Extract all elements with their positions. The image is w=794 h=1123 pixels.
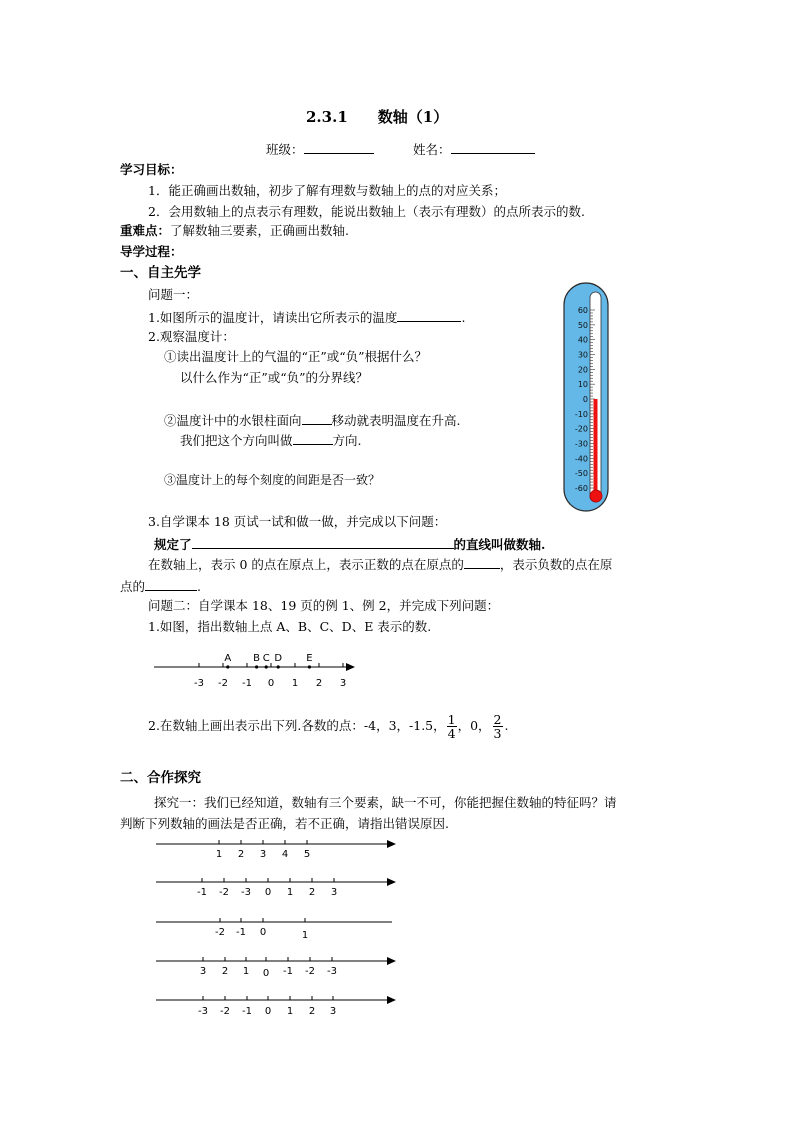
axis-point-d [277, 665, 280, 668]
points-number-line [152, 646, 362, 692]
points-axis-marks [194, 653, 346, 689]
sub-2-text-b: 移动就表明温度在升高. [331, 413, 461, 428]
axis-tick-label: 3 [339, 678, 347, 689]
axis-point-label: C [262, 653, 270, 664]
sub-2-line2-b: 方向. [332, 433, 362, 448]
key-label: 重难点： [120, 223, 171, 238]
problem-2-b: ，0， [457, 718, 491, 734]
temperature-blank[interactable] [397, 310, 461, 322]
positive-side-blank[interactable] [464, 557, 500, 569]
axis2-label: 0 [264, 887, 272, 898]
sub-1-line2: 以什么作为“正”或“负”的分界线？ [180, 370, 369, 385]
thermometer-label: -20 [574, 424, 588, 434]
goal-2: 2．会用数轴上的点表示有理数，能说出数轴上（表示有理数）的点所表示的数. [148, 204, 585, 219]
thermometer-label: -40 [574, 454, 588, 464]
thermometer-label: -60 [574, 484, 588, 493]
origin-a: 在数轴上，表示 0 的点在原点上，表示正数的点在原点的 [148, 557, 464, 572]
key-points [120, 225, 349, 238]
axis5-label: 1 [286, 1006, 294, 1017]
item-2: 2.观察温度计： [148, 329, 235, 344]
axis-point-label: B [253, 653, 261, 664]
sub-2-line1 [164, 413, 461, 428]
definition-a: 规定了 [154, 537, 192, 552]
thermometer-bulb [590, 490, 602, 502]
class-field [266, 142, 374, 157]
axis5-label: 0 [264, 1006, 272, 1017]
goal-1: 1．能正确画出数轴，初步了解有理数与数轴上的点的对应关系； [148, 183, 506, 198]
axis1-label: 1 [215, 849, 223, 860]
origin-d: . [197, 579, 201, 594]
sub-2-line2 [180, 433, 362, 448]
axis1-label: 2 [237, 849, 245, 860]
axis-point-a [226, 665, 229, 668]
check-axis-5 [156, 996, 396, 1017]
axis2-label: 1 [286, 887, 294, 898]
axis-point-e [308, 665, 311, 668]
thermometer-label: -50 [574, 469, 588, 479]
axis-tick-label: -3 [194, 678, 204, 689]
fraction-1-numerator: 1 [447, 712, 456, 727]
axis2-label: 3 [330, 887, 338, 898]
axis3-label: 1 [301, 930, 309, 941]
item-3: 3.自学课本 18 页试一试和做一做，并完成以下问题： [148, 514, 447, 529]
fraction-2-3 [493, 713, 503, 740]
thermometer-label: 60 [577, 306, 588, 315]
problem-2 [148, 713, 508, 740]
axis5-label: -2 [220, 1006, 230, 1017]
negative-side-blank[interactable] [145, 579, 197, 591]
problem-2-c: . [504, 718, 509, 734]
name-blank[interactable] [451, 142, 535, 154]
axis-tick-label: -2 [218, 678, 228, 689]
check-axis-1 [156, 840, 396, 860]
origin-line2 [120, 579, 201, 594]
axis4-label: 2 [221, 966, 229, 977]
axis-tick-label: 2 [315, 678, 323, 689]
direction-name-blank[interactable] [293, 433, 333, 445]
axis2-label: 2 [308, 887, 316, 898]
thermometer-label: -30 [574, 439, 588, 449]
sub-3: ③温度计上的每个刻度的间距是否一致？ [164, 473, 381, 487]
axis-arrow [346, 663, 355, 671]
axis2-label: -2 [219, 887, 229, 898]
q1-title: 问题一： [148, 287, 199, 302]
page-title: 2.3.1 数轴（1） [306, 108, 449, 126]
axis-tick-label: 0 [267, 678, 275, 689]
class-label: 班级： [266, 142, 304, 157]
axis4-label: 3 [199, 966, 207, 977]
thermometer-label: -10 [574, 409, 588, 419]
name-field [413, 142, 535, 157]
direction-blank[interactable] [302, 413, 332, 425]
process-heading: 导学过程： [120, 244, 183, 259]
axis-point-label: D [274, 653, 283, 664]
thermometer-label: 20 [577, 365, 588, 375]
definition [154, 537, 545, 552]
fraction-1-4 [447, 713, 457, 740]
item-1-end: . [461, 310, 466, 325]
axis3-label: -2 [215, 927, 225, 938]
mercury-column [594, 399, 598, 496]
thermometer-label: 30 [577, 350, 588, 360]
axis5-label: -3 [198, 1006, 208, 1017]
axis-point-label: E [306, 653, 313, 664]
axis1-label: 5 [303, 849, 311, 860]
item-1 [148, 310, 465, 325]
axis2-label: -1 [197, 887, 207, 898]
definition-blank[interactable] [192, 537, 454, 549]
check-axis-2 [156, 878, 396, 898]
q2-title: 问题二：自学课本 18、19 页的例 1、例 2，并完成下列问题： [148, 598, 500, 613]
axis-tick-label: 1 [291, 678, 299, 689]
thermometer-label: 50 [577, 320, 588, 330]
definition-b: 的直线叫做数轴. [453, 537, 546, 552]
axis4-label: 0 [262, 968, 270, 979]
goals-heading: 学习目标： [120, 162, 183, 177]
fraction-1-denominator: 4 [447, 726, 456, 742]
check-axis-3 [156, 918, 392, 941]
origin-c: 点的 [120, 579, 146, 594]
check-axis-4 [156, 957, 396, 979]
axis-tick-label: -1 [242, 678, 252, 689]
sub-2-line2-a: 我们把这个方向叫做 [180, 433, 293, 448]
sub-2-text-a: ②温度计中的水银柱面向 [164, 413, 302, 428]
explore-line1: 探究一：我们已经知道，数轴有三个要素，缺一不可，你能把握住数轴的特征吗？请 [154, 795, 617, 810]
axis1-label: 3 [259, 849, 267, 860]
problem-1: 1.如图，指出数轴上点 A、B、C、D、E 表示的数. [148, 619, 432, 634]
axis4-label: -2 [305, 966, 315, 977]
fraction-2-denominator: 3 [493, 726, 502, 742]
axis-point-label: A [224, 653, 232, 664]
item-1-text: 1.如图所示的温度计，请读出它所表示的温度 [148, 310, 398, 325]
fraction-2-numerator: 2 [493, 712, 502, 727]
axis1-label: 4 [281, 849, 289, 860]
class-blank[interactable] [304, 142, 374, 154]
section1-heading: 一、自主先学 [120, 265, 201, 281]
axis-point-c [265, 665, 268, 668]
problem-2-a: 2.在数轴上画出表示出下列.各数的点：-4，3，-1.5， [148, 718, 446, 734]
axis3-label: -1 [236, 927, 246, 938]
axis5-label: 3 [329, 1006, 337, 1017]
axis4-label: 1 [242, 966, 250, 977]
origin-b: ，表示负数的点在原 [499, 557, 613, 572]
key-text: 了解数轴三要素，正确画出数轴. [170, 223, 349, 238]
thermometer-label: 0 [582, 395, 588, 404]
axis5-label: 2 [308, 1006, 316, 1017]
origin-line1 [148, 557, 612, 572]
thermometer-label: 40 [577, 335, 588, 345]
name-label: 姓名： [413, 142, 451, 157]
section2-heading: 二、合作探究 [120, 770, 201, 786]
axis5-label: -1 [242, 1006, 252, 1017]
sub-1-line1: ①读出温度计上的气温的“正”或“负”根据什么？ [164, 349, 428, 364]
axis3-label: 0 [259, 927, 267, 938]
thermometer-figure [563, 282, 613, 514]
axis4-label: -3 [327, 966, 337, 977]
axis-point-b [255, 665, 258, 668]
check-axes-figure [152, 834, 402, 1024]
explore-line2: 判断下列数轴的画法是否正确，若不正确，请指出错误原因. [120, 816, 449, 831]
axis2-label: -3 [241, 887, 251, 898]
axis4-label: -1 [283, 966, 293, 977]
thermometer-label: 10 [577, 380, 588, 390]
